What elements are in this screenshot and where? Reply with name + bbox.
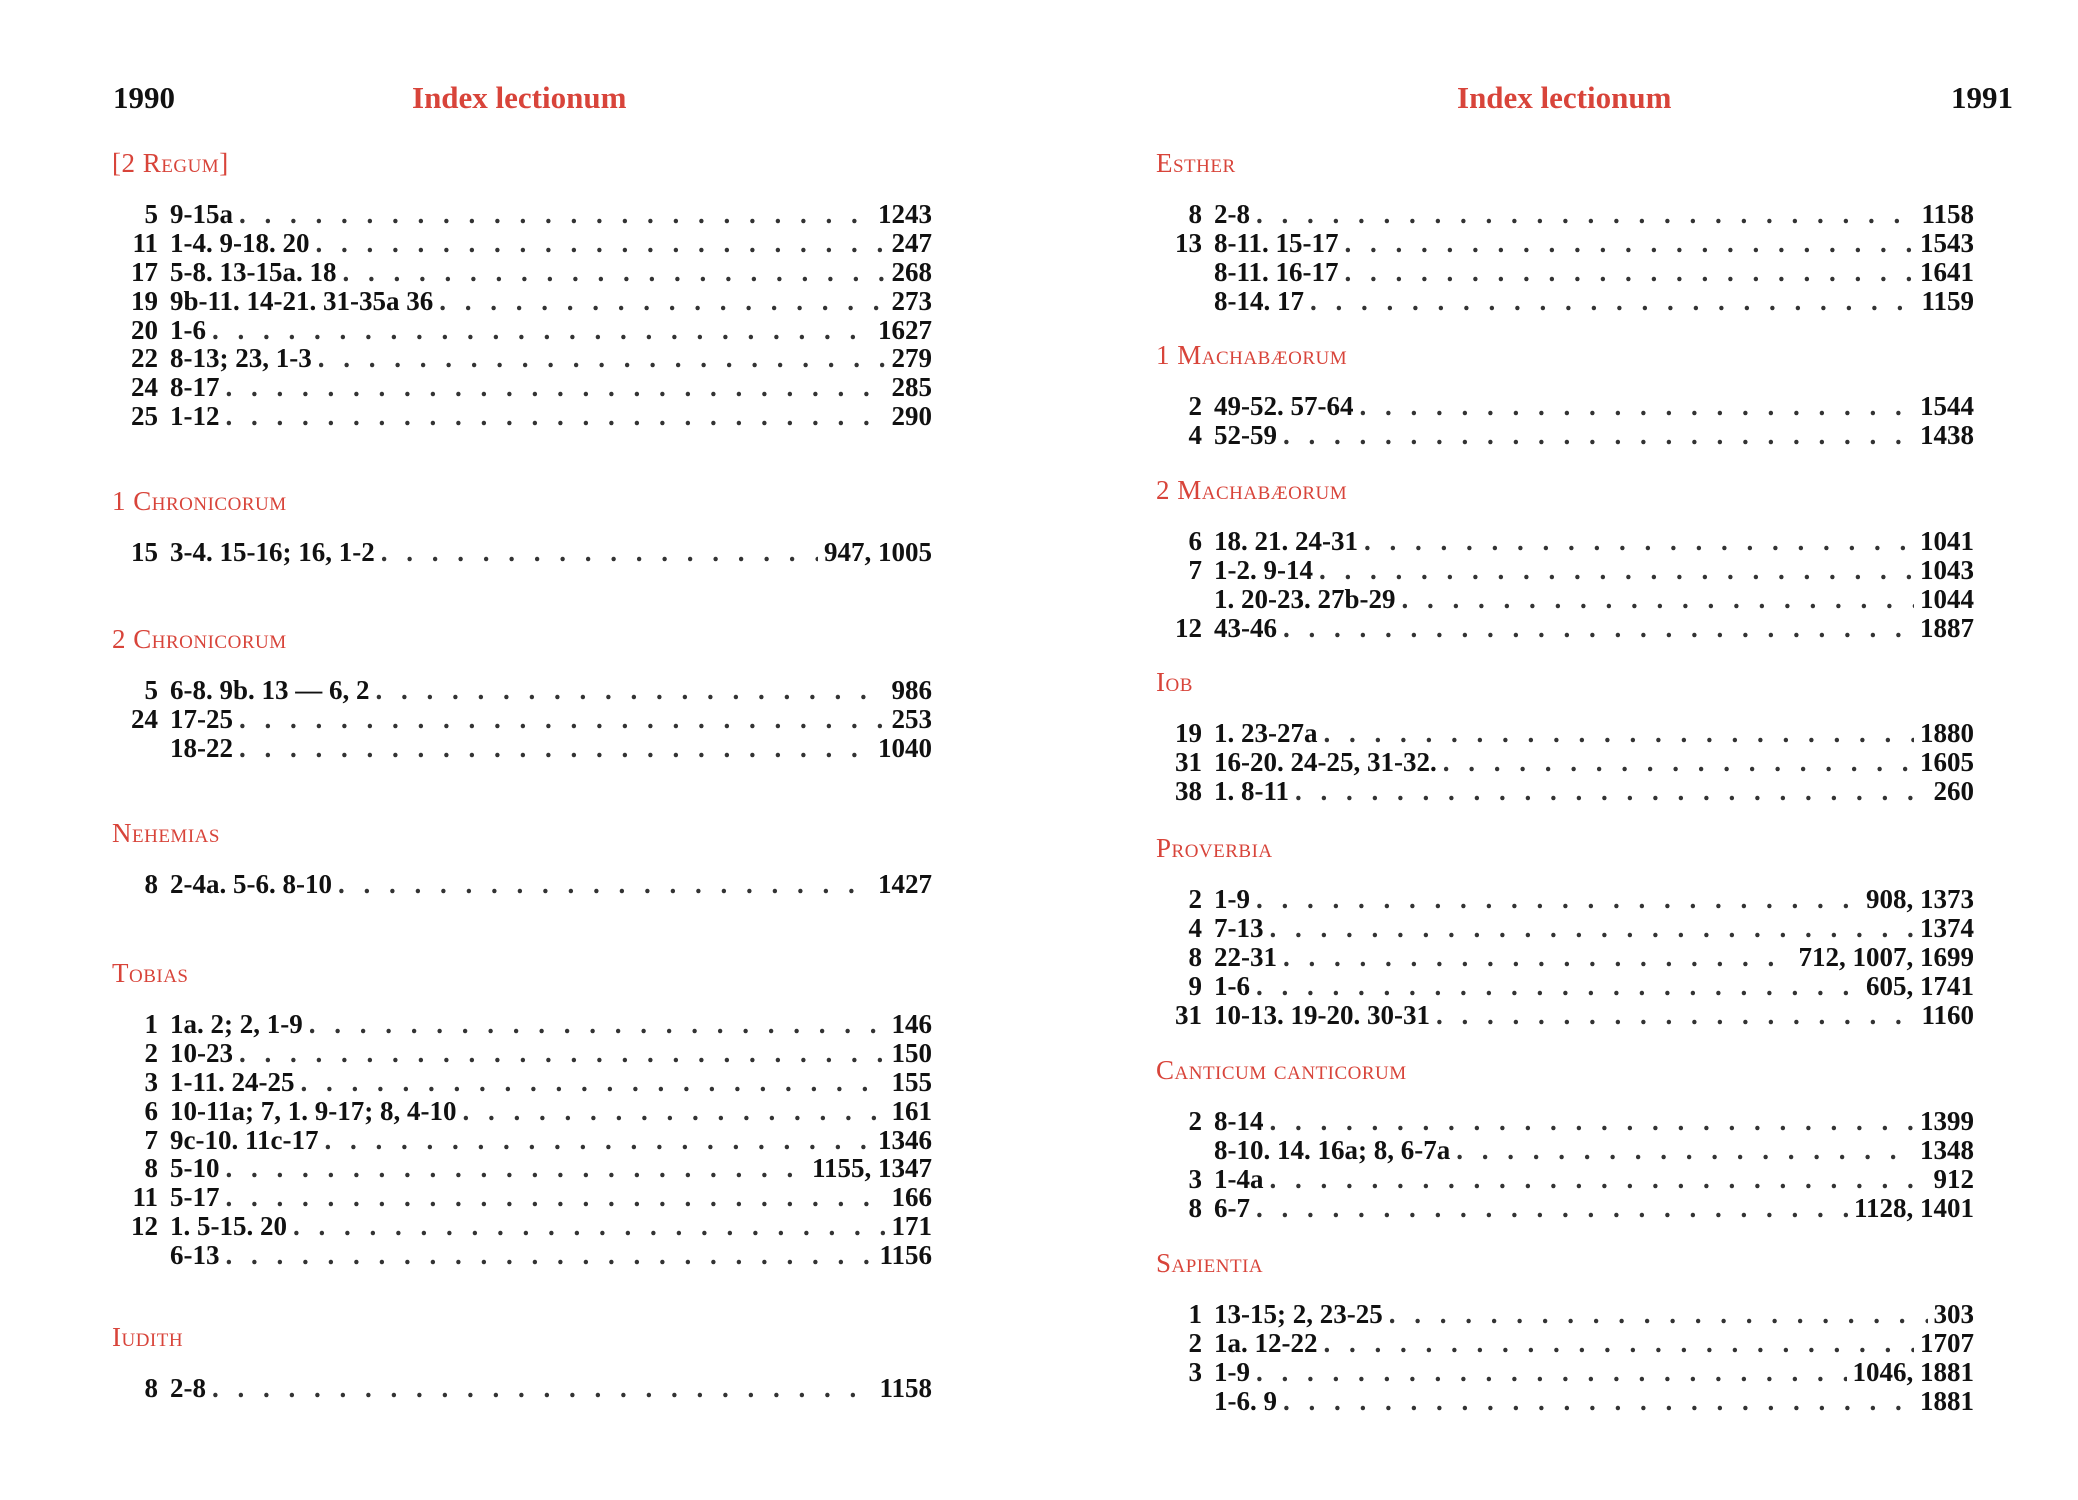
index-entry (112, 316, 932, 345)
verse-range: 1-6 (1214, 970, 1250, 1001)
dot-leader (226, 373, 886, 402)
section-heading: 1 Machabæorum (1156, 340, 1348, 370)
dot-leader (1324, 1329, 1915, 1358)
dot-leader (239, 1039, 886, 1068)
dot-leader (1283, 421, 1914, 450)
dot-leader (1270, 1107, 1915, 1136)
index-entry (1156, 1001, 1974, 1030)
index-entry (1156, 1165, 1974, 1194)
index-entry (1156, 258, 1974, 287)
index-entry (112, 1374, 932, 1403)
section-heading: Sapientia (1156, 1248, 1264, 1278)
page-reference: 1374 (1920, 912, 1974, 943)
verse-range: 1a. 2; 2, 1-9 (170, 1009, 303, 1039)
running-title: Index lectionum (412, 80, 627, 115)
verse-range: 8-13; 23, 1-3 (170, 343, 312, 374)
dot-leader (1345, 229, 1915, 258)
chapter-number: 3 (1188, 1356, 1202, 1387)
index-entry (1156, 1358, 1974, 1387)
dot-leader (1295, 777, 1927, 806)
dot-leader (239, 200, 872, 229)
dot-leader (239, 705, 886, 734)
index-entry (1156, 1136, 1974, 1165)
dot-leader (1324, 719, 1915, 748)
verse-range: 5-10 (170, 1153, 220, 1184)
chapter-number: 12 (131, 1211, 158, 1242)
verse-range: 6-7 (1214, 1192, 1250, 1223)
page-reference: 155 (891, 1066, 932, 1097)
chapter-number: 31 (1175, 999, 1202, 1030)
verse-range: 1-6 (170, 314, 206, 345)
index-section (112, 486, 932, 567)
verse-range: 49-52. 57-64 (1214, 391, 1354, 421)
page-reference: 290 (891, 401, 932, 432)
verse-range: 18. 21. 24-31 (1214, 526, 1358, 556)
index-entry (1156, 1329, 1974, 1358)
dot-leader (226, 1183, 886, 1212)
index-section (1156, 833, 1974, 1029)
page-reference: 247 (891, 227, 932, 258)
index-entry (1156, 943, 1974, 972)
page-reference: 1605 (1920, 746, 1974, 777)
index-entry (112, 200, 932, 229)
page-reference: 908, 1373 (1866, 884, 1974, 914)
verse-range: 2-8 (170, 1373, 206, 1403)
index-entry (112, 402, 932, 431)
chapter-number: 6 (144, 1095, 158, 1126)
section-heading: Canticum canticorum (1156, 1055, 1407, 1085)
dot-leader (376, 676, 886, 705)
page-reference: 1427 (878, 869, 932, 899)
page-reference: 1158 (1921, 199, 1974, 229)
chapter-number: 8 (144, 869, 158, 899)
verse-range: 18-22 (170, 732, 233, 763)
dot-leader (318, 344, 886, 373)
dot-leader (226, 1241, 874, 1270)
section-heading: Proverbia (1156, 833, 1273, 863)
verse-range: 9-15a (170, 199, 233, 229)
page-reference: 947, 1005 (824, 537, 932, 567)
index-entry (112, 870, 932, 899)
chapter-number: 11 (132, 1182, 158, 1213)
dot-leader (1283, 1387, 1914, 1416)
dot-leader (239, 734, 872, 763)
verse-range: 8-14. 17 (1214, 285, 1304, 316)
index-entry (112, 1241, 932, 1270)
section-heading: Iudith (112, 1322, 184, 1352)
index-rows (112, 676, 932, 763)
index-rows (112, 1374, 932, 1403)
index-entry (112, 373, 932, 402)
verse-range: 13-15; 2, 23-25 (1214, 1299, 1383, 1329)
chapter-number: 2 (1188, 1106, 1202, 1136)
page-reference: 285 (891, 372, 932, 403)
dot-leader (315, 229, 885, 258)
index-section (1156, 340, 1974, 450)
dot-leader (1270, 1165, 1928, 1194)
verse-range: 8-11. 16-17 (1214, 256, 1339, 287)
chapter-number: 2 (1188, 884, 1202, 914)
page-reference: 268 (891, 256, 932, 287)
page-reference: 1544 (1920, 391, 1974, 421)
page-reference: 1243 (878, 199, 932, 229)
page-reference: 1627 (878, 314, 932, 345)
chapter-number: 8 (144, 1153, 158, 1184)
dot-leader (1364, 527, 1914, 556)
page-number: 1991 (1951, 80, 2013, 115)
verse-range: 1-6. 9 (1214, 1385, 1277, 1416)
verse-range: 1-11. 24-25 (170, 1066, 295, 1097)
index-rows (112, 1010, 932, 1270)
index-entry (1156, 527, 1974, 556)
dot-leader (301, 1068, 886, 1097)
index-rows (112, 538, 932, 567)
dot-leader (1256, 200, 1915, 229)
verse-range: 8-14 (1214, 1106, 1264, 1136)
page-reference: 1438 (1920, 419, 1974, 450)
chapter-number: 2 (1188, 391, 1202, 421)
page-reference: 1543 (1920, 227, 1974, 258)
index-section (112, 818, 932, 899)
page-reference: 1044 (1920, 583, 1974, 614)
index-entry (112, 287, 932, 316)
chapter-number: 9 (1188, 970, 1202, 1001)
page-reference: 260 (1933, 775, 1974, 806)
section-heading: Esther (1156, 148, 1236, 178)
chapter-number: 8 (1188, 941, 1202, 972)
index-entry (112, 1212, 932, 1241)
index-section (1156, 667, 1974, 806)
chapter-number: 5 (144, 675, 158, 705)
section-heading: 2 Machabæorum (1156, 475, 1348, 505)
index-rows (1156, 200, 1974, 316)
chapter-number: 19 (1175, 718, 1202, 748)
page-reference: 1158 (879, 1373, 932, 1403)
index-entry (1156, 972, 1974, 1001)
dot-leader (1443, 748, 1914, 777)
chapter-number: 1 (1188, 1299, 1202, 1329)
index-entry (112, 734, 932, 763)
index-rows (112, 870, 932, 899)
page-reference: 1043 (1920, 554, 1974, 585)
page-number: 1990 (113, 80, 175, 115)
index-rows (1156, 1107, 1974, 1223)
page-reference: 171 (891, 1211, 932, 1242)
dot-leader (1256, 1194, 1848, 1223)
chapter-number: 19 (131, 285, 158, 316)
page-reference: 712, 1007, 1699 (1798, 941, 1974, 972)
page-reference: 150 (891, 1037, 932, 1068)
chapter-number: 25 (131, 401, 158, 432)
verse-range: 10-13. 19-20. 30-31 (1214, 999, 1430, 1030)
chapter-number: 22 (131, 343, 158, 374)
chapter-number: 38 (1175, 775, 1202, 806)
page-reference: 986 (891, 675, 932, 705)
index-entry (1156, 748, 1974, 777)
index-entry (1156, 200, 1974, 229)
page-reference: 273 (891, 285, 932, 316)
verse-range: 7-13 (1214, 912, 1264, 943)
verse-range: 22-31 (1214, 941, 1277, 972)
dot-leader (342, 258, 885, 287)
chapter-number: 24 (131, 703, 158, 734)
verse-range: 10-23 (170, 1037, 233, 1068)
index-rows (1156, 719, 1974, 806)
page-reference: 1880 (1920, 718, 1974, 748)
dot-leader (1256, 885, 1860, 914)
index-entry (112, 1010, 932, 1039)
index-entry (1156, 914, 1974, 943)
index-entry (112, 344, 932, 373)
chapter-number: 24 (131, 372, 158, 403)
chapter-number: 15 (131, 537, 158, 567)
chapter-number: 31 (1175, 746, 1202, 777)
verse-range: 9b-11. 14-21. 31-35a 36 (170, 285, 434, 316)
verse-range: 5-8. 13-15a. 18 (170, 256, 337, 287)
dot-leader (1319, 556, 1914, 585)
page-reference: 1160 (1921, 999, 1974, 1030)
index-entry (1156, 392, 1974, 421)
page-reference: 1156 (879, 1240, 932, 1271)
index-entry (112, 538, 932, 567)
page-reference: 1040 (878, 732, 932, 763)
verse-range: 43-46 (1214, 612, 1277, 643)
index-entry (1156, 1194, 1974, 1223)
dot-leader (381, 538, 818, 567)
chapter-number: 6 (1188, 526, 1202, 556)
verse-range: 1. 23-27a (1214, 718, 1318, 748)
verse-range: 1-12 (170, 401, 220, 432)
dot-leader (462, 1097, 885, 1126)
verse-range: 8-10. 14. 16a; 8, 6-7a (1214, 1134, 1451, 1165)
verse-range: 2-8 (1214, 199, 1250, 229)
dot-leader (1270, 914, 1915, 943)
dot-leader (212, 316, 872, 345)
page-reference: 912 (1933, 1163, 1974, 1194)
dot-leader (226, 1154, 806, 1183)
dot-leader (1283, 943, 1793, 972)
page-reference: 1399 (1920, 1106, 1974, 1136)
dot-leader (1345, 258, 1915, 287)
index-entry (112, 705, 932, 734)
index-entry (1156, 1300, 1974, 1329)
chapter-number: 13 (1175, 227, 1202, 258)
chapter-number: 3 (144, 1066, 158, 1097)
index-section (112, 148, 932, 431)
page-reference: 279 (891, 343, 932, 374)
verse-range: 1-2. 9-14 (1214, 554, 1313, 585)
verse-range: 3-4. 15-16; 16, 1-2 (170, 537, 375, 567)
page-reference: 253 (891, 703, 932, 734)
dot-leader (212, 1374, 873, 1403)
chapter-number: 11 (132, 227, 158, 258)
page-reference: 1641 (1920, 256, 1974, 287)
chapter-number: 7 (144, 1124, 158, 1155)
verse-range: 1-4. 9-18. 20 (170, 227, 310, 258)
chapter-number: 8 (144, 1373, 158, 1403)
index-entry (1156, 719, 1974, 748)
right-page (1039, 0, 2078, 1500)
index-rows (112, 200, 932, 431)
verse-range: 8-17 (170, 372, 220, 403)
chapter-number: 4 (1188, 419, 1202, 450)
verse-range: 1. 8-11 (1214, 775, 1290, 806)
section-heading: Nehemias (112, 818, 220, 848)
dot-leader (1359, 392, 1914, 421)
page-reference: 161 (891, 1095, 932, 1126)
index-section (1156, 1055, 1974, 1223)
page-reference: 605, 1741 (1866, 970, 1974, 1001)
index-rows (1156, 392, 1974, 450)
verse-range: 1a. 12-22 (1214, 1327, 1318, 1358)
verse-range: 1-9 (1214, 884, 1250, 914)
page-reference: 1348 (1920, 1134, 1974, 1165)
dot-leader (293, 1212, 886, 1241)
index-entry (112, 1126, 932, 1155)
index-entry (1156, 556, 1974, 585)
chapter-number: 1 (144, 1009, 158, 1039)
section-heading: Iob (1156, 667, 1193, 697)
index-section (112, 624, 932, 763)
verse-range: 1-4a (1214, 1163, 1264, 1194)
page-reference: 1128, 1401 (1853, 1192, 1974, 1223)
index-rows (1156, 1300, 1974, 1416)
dot-leader (1256, 1358, 1847, 1387)
index-entry (1156, 229, 1974, 258)
index-entry (1156, 614, 1974, 643)
chapter-number: 12 (1175, 612, 1202, 643)
index-section (1156, 1248, 1974, 1416)
verse-range: 6-13 (170, 1240, 220, 1271)
verse-range: 1. 5-15. 20 (170, 1211, 287, 1242)
index-entry (112, 229, 932, 258)
section-heading: 1 Chronicorum (112, 486, 287, 516)
dot-leader (1436, 1001, 1916, 1030)
chapter-number: 4 (1188, 912, 1202, 943)
section-heading: [2 Regum] (112, 148, 229, 178)
dot-leader (1389, 1300, 1928, 1329)
index-entry (112, 1068, 932, 1097)
index-entry (1156, 585, 1974, 614)
index-section (1156, 148, 1974, 316)
page-reference: 1041 (1920, 526, 1974, 556)
page-reference: 1159 (1921, 285, 1974, 316)
index-entry (1156, 885, 1974, 914)
page-reference: 146 (891, 1009, 932, 1039)
index-entry (1156, 1107, 1974, 1136)
page-reference: 1881 (1920, 1385, 1974, 1416)
page-reference: 1046, 1881 (1852, 1356, 1974, 1387)
dot-leader (324, 1126, 872, 1155)
page-reference: 1887 (1920, 612, 1974, 643)
page-reference: 1707 (1920, 1327, 1974, 1358)
index-rows (1156, 885, 1974, 1029)
chapter-number: 2 (1188, 1327, 1202, 1358)
index-section (112, 1322, 932, 1403)
dot-leader (1310, 287, 1915, 316)
verse-range: 9c-10. 11c-17 (170, 1124, 319, 1155)
index-section (112, 958, 932, 1270)
verse-range: 1. 20-23. 27b-29 (1214, 583, 1396, 614)
section-heading: Tobias (112, 958, 189, 988)
index-entry (112, 1097, 932, 1126)
index-section (1156, 475, 1974, 643)
index-entry (112, 1183, 932, 1212)
dot-leader (226, 402, 886, 431)
chapter-number: 5 (144, 199, 158, 229)
index-entry (112, 1039, 932, 1068)
dot-leader (1402, 585, 1915, 614)
index-entry (1156, 777, 1974, 806)
dot-leader (338, 870, 872, 899)
dot-leader (309, 1010, 886, 1039)
verse-range: 52-59 (1214, 419, 1277, 450)
dot-leader (1283, 614, 1914, 643)
index-entry (112, 258, 932, 287)
chapter-number: 8 (1188, 1192, 1202, 1223)
index-entry (1156, 1387, 1974, 1416)
verse-range: 5-17 (170, 1182, 220, 1213)
chapter-number: 3 (1188, 1163, 1202, 1194)
chapter-number: 8 (1188, 199, 1202, 229)
index-entry (112, 1154, 932, 1183)
chapter-number: 7 (1188, 554, 1202, 585)
chapter-number: 17 (131, 256, 158, 287)
verse-range: 17-25 (170, 703, 233, 734)
index-rows (1156, 527, 1974, 643)
chapter-number: 2 (144, 1037, 158, 1068)
dot-leader (1456, 1136, 1914, 1165)
dot-leader (1256, 972, 1860, 1001)
page-reference: 1346 (878, 1124, 932, 1155)
page-reference: 166 (891, 1182, 932, 1213)
verse-range: 2-4a. 5-6. 8-10 (170, 869, 332, 899)
verse-range: 6-8. 9b. 13 — 6, 2 (170, 675, 370, 705)
chapter-number: 20 (131, 314, 158, 345)
page-reference: 1155, 1347 (811, 1153, 932, 1184)
page-reference: 303 (1933, 1299, 1974, 1329)
dot-leader (439, 287, 885, 316)
verse-range: 1-9 (1214, 1356, 1250, 1387)
running-title: Index lectionum (1457, 80, 1672, 115)
verse-range: 16-20. 24-25, 31-32. (1214, 746, 1437, 777)
index-entry (1156, 421, 1974, 450)
section-heading: 2 Chronicorum (112, 624, 287, 654)
verse-range: 8-11. 15-17 (1214, 227, 1339, 258)
index-entry (112, 676, 932, 705)
verse-range: 10-11a; 7, 1. 9-17; 8, 4-10 (170, 1095, 457, 1126)
index-entry (1156, 287, 1974, 316)
